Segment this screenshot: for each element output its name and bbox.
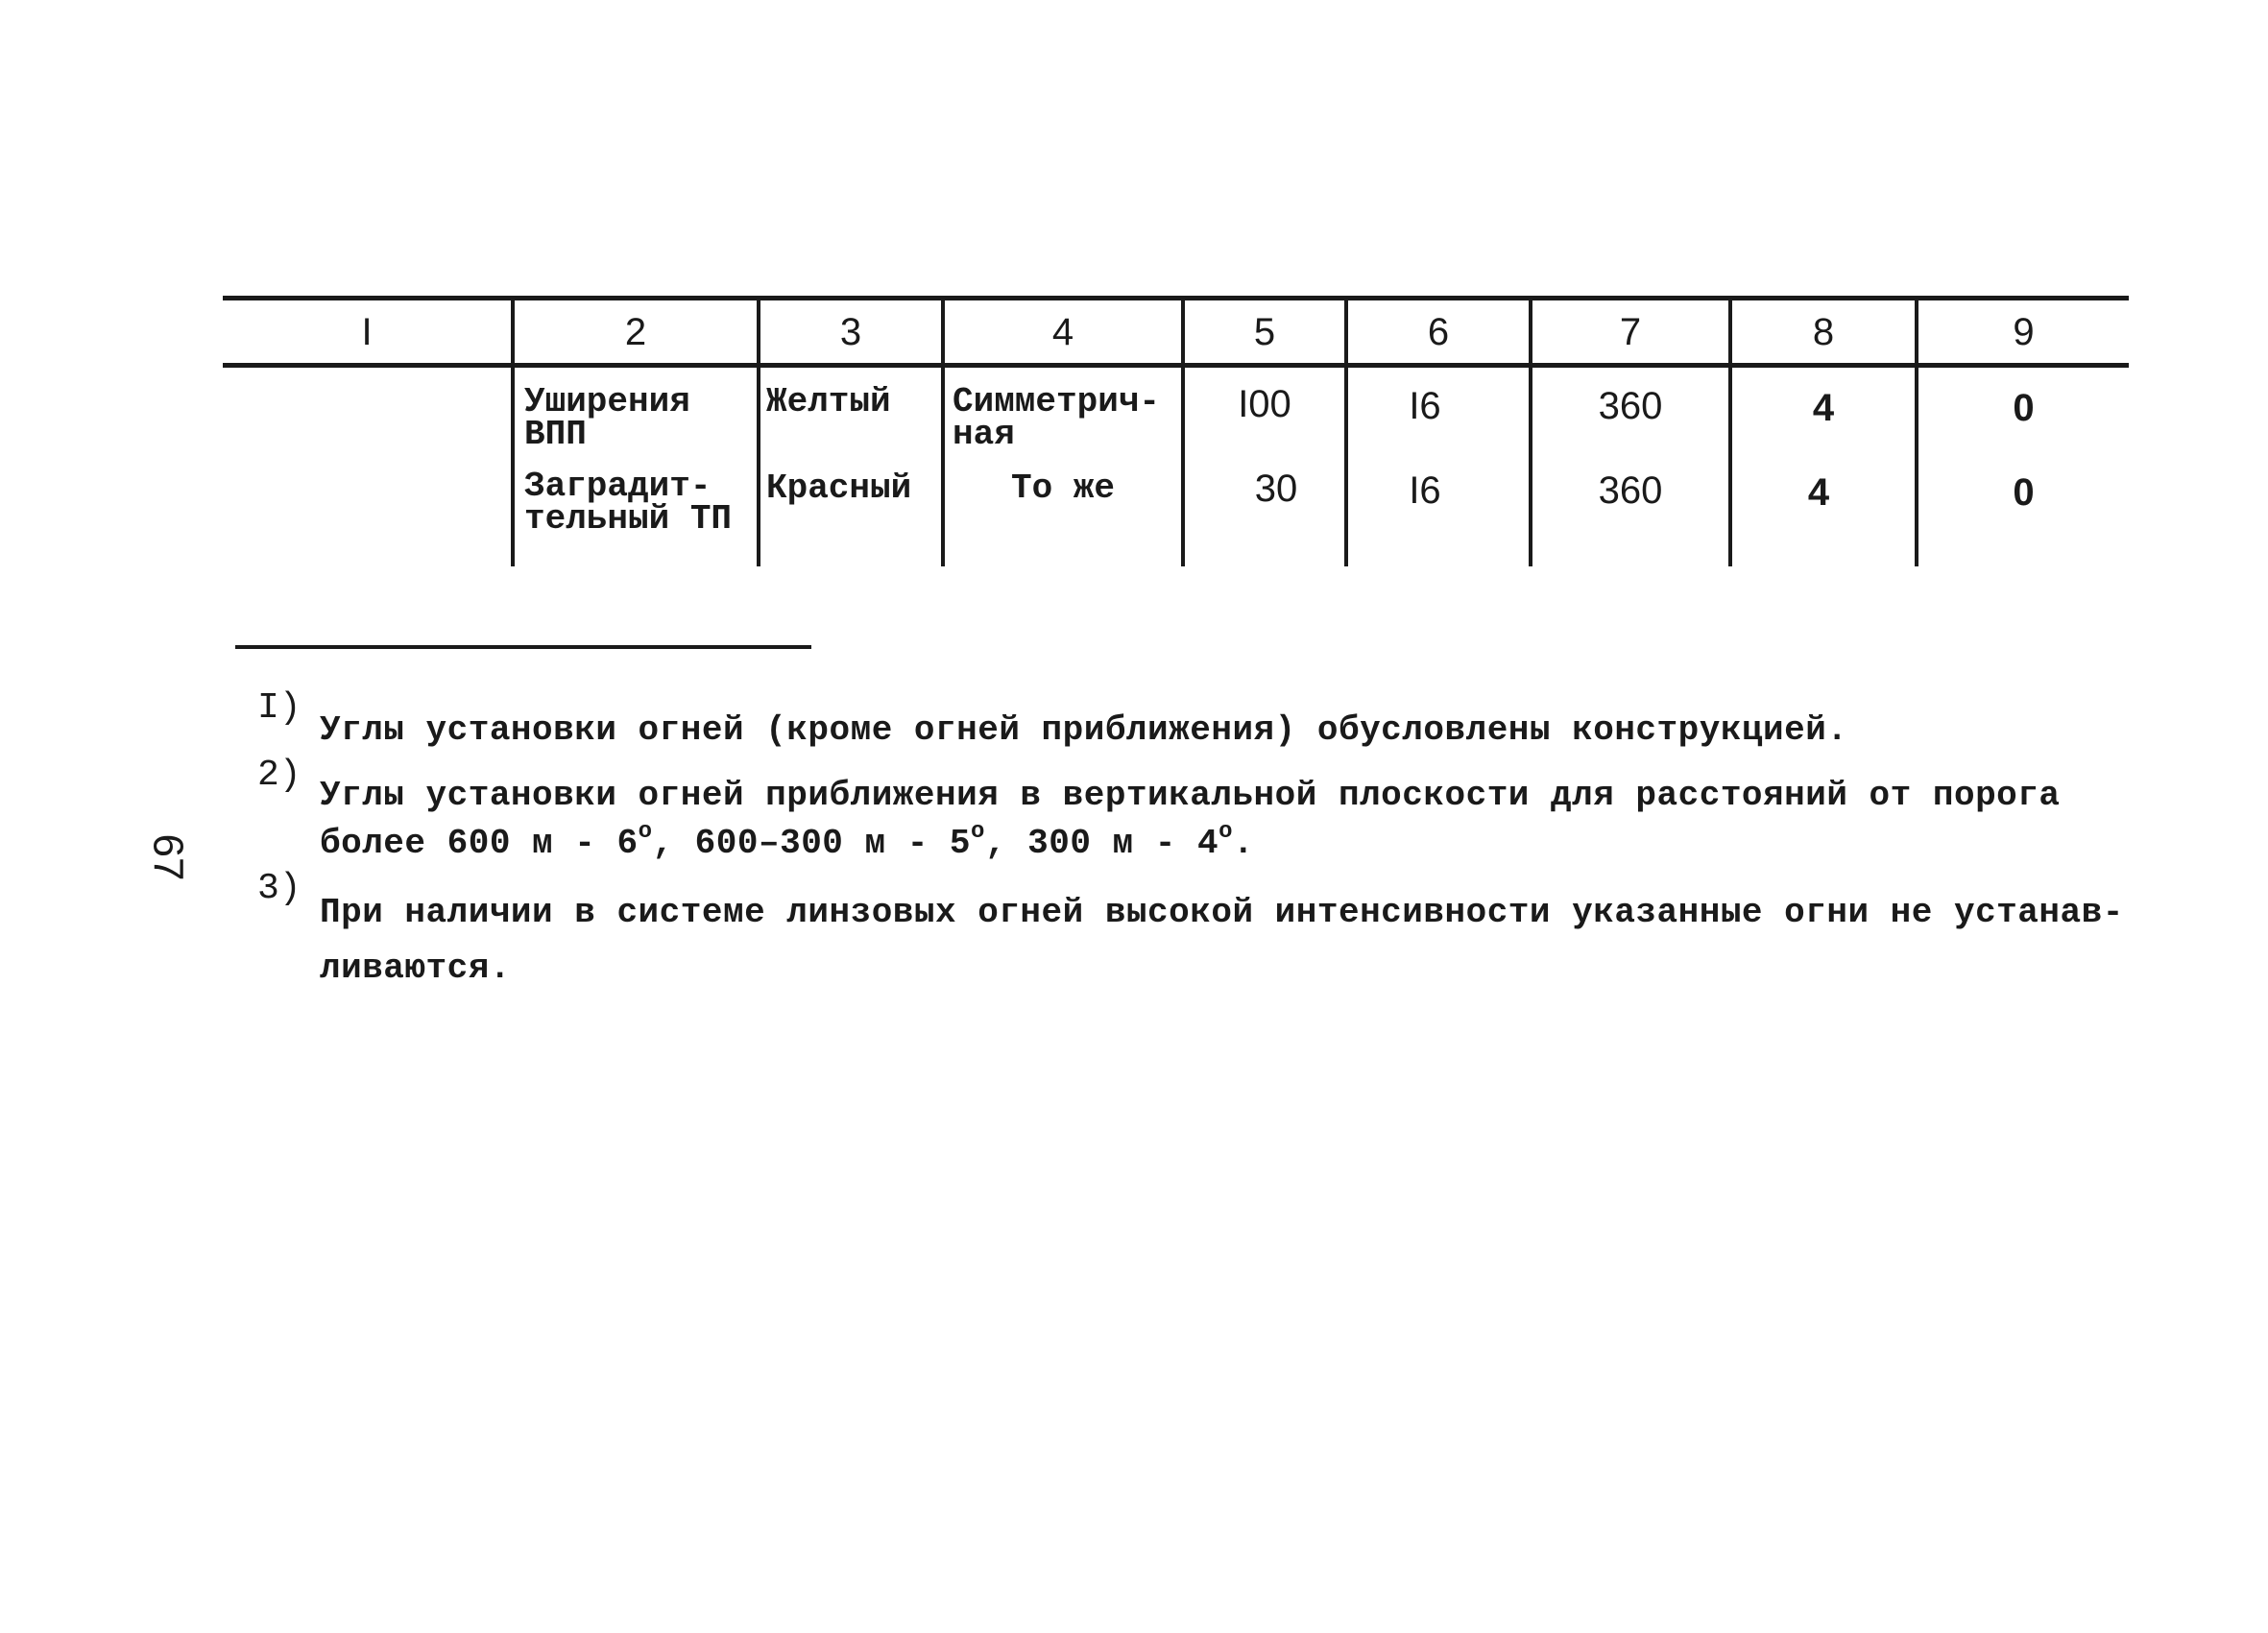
row2-col9: 0: [2013, 471, 2035, 514]
footnote-separator: [235, 645, 811, 649]
footnote-2-line-1: Углы установки огней приближения в вертикальной плоскости для расстояний от порога: [320, 776, 2061, 815]
row1-col7: 360: [1598, 385, 1663, 427]
degree-mark: o: [1218, 819, 1233, 845]
footnote-2-line-2: более 600 м - 6$^o$, 600–300 м - 5$^o$, 300 м - 4$^o$.: [320, 819, 1255, 863]
row1-col2: Уширения ВПП: [524, 382, 690, 454]
row1-col5: I00: [1238, 383, 1291, 425]
header-col-7: 7: [1619, 311, 1642, 353]
header-col-6: 6: [1427, 311, 1450, 353]
header-col-4: 4: [1051, 311, 1074, 353]
row2-col4: То же: [1010, 468, 1116, 508]
footnote-3-line-1: При наличии в системе линзовых огней высокой интенсивности указанные огни не устанав-: [320, 893, 2124, 932]
header-col-2: 2: [624, 311, 647, 353]
row1-col9: 0: [2013, 387, 2035, 429]
degree-mark: o: [971, 819, 985, 845]
table-header-rule: [223, 363, 2129, 368]
footnote-3-mark: 3): [257, 868, 302, 909]
row2-col7: 360: [1598, 469, 1663, 512]
page-number: 67: [144, 833, 192, 881]
row1-col3: Желтый: [766, 382, 891, 421]
row2-col5: 30: [1254, 468, 1298, 510]
header-col-9: 9: [2013, 311, 2035, 353]
row1-col6: I6: [1409, 385, 1441, 427]
header-col-3: 3: [839, 311, 862, 353]
footnote-1-line-1: Углы установки огней (кроме огней приближения) обусловлены конструкцией.: [320, 710, 1848, 750]
header-col-8: 8: [1812, 311, 1835, 353]
degree-mark: o: [638, 819, 653, 845]
row1-col4: Симметрич- ная: [953, 382, 1161, 454]
header-col-5: 5: [1253, 311, 1276, 353]
row1-col8: 4: [1812, 387, 1835, 429]
footnote-2-mark: 2): [257, 755, 302, 796]
row2-col3: Красный: [766, 468, 912, 508]
footnote-1-mark: I): [257, 687, 302, 729]
table-top-rule: [223, 296, 2129, 300]
header-col-1: I: [361, 311, 373, 353]
row2-col8: 4: [1807, 471, 1830, 514]
row2-col6: I6: [1409, 469, 1441, 512]
row2-col2: Заградит- тельный ТП: [524, 467, 733, 539]
footnote-3-line-2: ливаются.: [320, 949, 511, 988]
